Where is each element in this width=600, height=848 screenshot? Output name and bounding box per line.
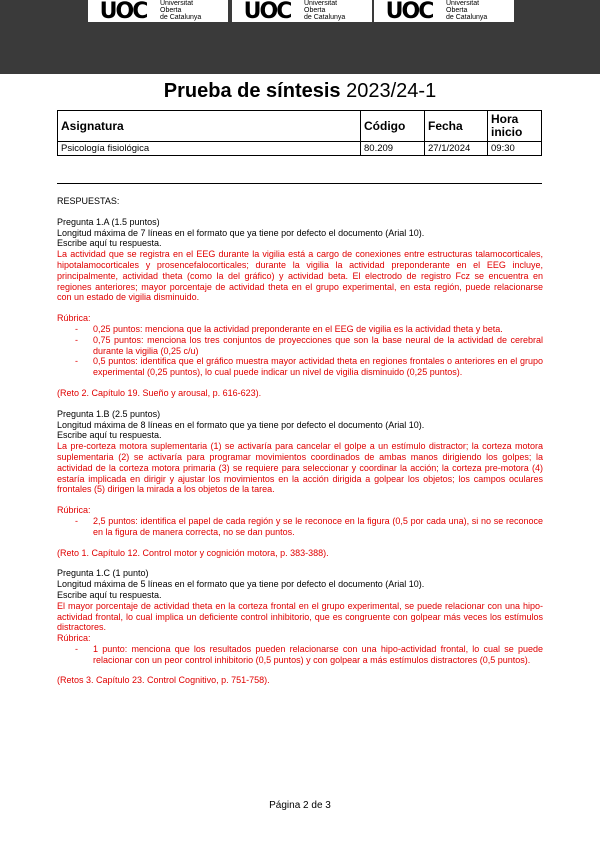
header-asignatura: Asignatura bbox=[58, 111, 361, 142]
page-title bbox=[0, 80, 600, 103]
rubric-list bbox=[57, 516, 543, 538]
question-reference: (Reto 2. Capítulo 19. Sueño y arousal, p. 616-623). bbox=[57, 387, 262, 398]
header-fecha: Fecha bbox=[425, 111, 488, 142]
rubric-text: 0,75 puntos: menciona los tres conjuntos de proyecciones que son la base neural de la actividad de cerebral durante la vigilia (0,25 c/u) bbox=[93, 334, 543, 356]
rubric-text: 1 punto: menciona que los resultados pueden relacionarse con una hipo-actividad frontal, lo cual se puede relacionar con un peor control inhibitorio (0,5 puntos) y con golpear a más estímulos distractores (0,5 puntos). bbox=[93, 643, 543, 665]
cell-codigo: 80.209 bbox=[361, 142, 425, 156]
rubric-list bbox=[57, 324, 543, 378]
rubric-label: Rúbrica: bbox=[57, 505, 91, 516]
question-prompt: Escribe aquí tu respuesta. bbox=[57, 430, 162, 441]
info-table-row bbox=[58, 142, 542, 156]
logo-line: de Catalunya bbox=[160, 14, 202, 21]
question-title: Pregunta 1.A (1.5 puntos) bbox=[57, 216, 160, 227]
rubric-label: Rúbrica: bbox=[57, 313, 91, 324]
header-hora-inicio: Hora inicio bbox=[488, 111, 542, 142]
logo-line: Oberta bbox=[160, 7, 182, 14]
uoc-logo-mark: UOC bbox=[374, 0, 444, 22]
divider bbox=[57, 183, 542, 184]
rubric-item: - 0,75 puntos: menciona los tres conjuntos de proyecciones que son la base neural de la actividad de cerebral durante la vigilia (0,25 c/u) bbox=[75, 334, 543, 356]
uoc-logo-text bbox=[158, 0, 228, 22]
header-codigo: Código bbox=[361, 111, 425, 142]
question-length: Longitud máxima de 5 líneas en el formato que ya tiene por defecto el documento (Arial 10). bbox=[57, 579, 425, 590]
cell-asignatura: Psicología fisiológica bbox=[58, 142, 361, 156]
uoc-logo-text bbox=[302, 0, 372, 22]
answers-section bbox=[57, 196, 543, 686]
question-answer: La pre-corteza motora suplementaria (1) se activaría para cancelar el golpe a un estímulo distractor; la corteza motora suplementaria (2) se activaría para programar movimientos coordinados de ambas manos dirigiendo los golpes; la actividad de la corteza motora primaria (3) se requiere para seleccionar y coordinar la acción; la corteza pre-motora (4) estaría implicada en dirigir y ajustar los movimientos en la acción dirigida a golpear los objetos; los campos oculares frontales (5) dirigen la mirada a los objetos de la tarea. bbox=[57, 441, 543, 495]
logo-line: de Catalunya bbox=[304, 14, 346, 21]
uoc-logo-text bbox=[444, 0, 514, 22]
question-title: Pregunta 1.C (1 punto) bbox=[57, 568, 149, 579]
uoc-logo bbox=[374, 0, 514, 22]
logo-line: Universitat bbox=[304, 0, 338, 7]
question-reference: (Retos 3. Capítulo 23. Control Cognitivo, p. 751-758). bbox=[57, 675, 270, 686]
cell-fecha: 27/1/2024 bbox=[425, 142, 488, 156]
logo-line: Universitat bbox=[446, 0, 480, 7]
uoc-logo-mark: UOC bbox=[232, 0, 302, 22]
cell-hora: 09:30 bbox=[488, 142, 542, 156]
rubric-label: Rúbrica: bbox=[57, 633, 91, 644]
question-length: Longitud máxima de 8 líneas en el formato que ya tiene por defecto el documento (Arial 10). bbox=[57, 419, 425, 430]
info-table-header-row bbox=[58, 111, 542, 142]
question-prompt: Escribe aquí tu respuesta. bbox=[57, 238, 162, 249]
question-title: Pregunta 1.B (2.5 puntos) bbox=[57, 408, 161, 419]
uoc-logo bbox=[232, 0, 372, 22]
rubric-item: - 1 punto: menciona que los resultados pueden relacionarse con una hipo-actividad frontal, lo cual se puede relacionar con un peor control inhibitorio (0,5 puntos) y con golpear a más estímulos distractores (0,5 puntos). bbox=[75, 643, 543, 665]
question-answer: El mayor porcentaje de actividad theta en la corteza frontal en el grupo experimental, se puede relacionar con una hipo-actividad frontal, lo cual implica un deficiente control inhibitorio, que es congruente con golpear más veces los estímulos distractores. bbox=[57, 600, 543, 633]
logo-line: de Catalunya bbox=[446, 14, 488, 21]
page-footer: Página 2 de 3 bbox=[269, 800, 331, 811]
uoc-logo bbox=[88, 0, 228, 22]
title-year: 2023/24-1 bbox=[346, 80, 437, 102]
rubric-text: 2,5 puntos: identifica el papel de cada región y se le reconoce en la figura (0,5 por cada una), si no se reconoce en la figura de manera correcta, no se dan puntos. bbox=[93, 515, 543, 537]
info-table bbox=[57, 110, 542, 156]
rubric-list bbox=[57, 644, 543, 666]
question-length: Longitud máxima de 7 líneas en el formato que ya tiene por defecto el documento (Arial 10). bbox=[57, 227, 425, 238]
logo-line: Oberta bbox=[446, 7, 468, 14]
rubric-text: 0,25 puntos: menciona que la actividad preponderante en el EEG de vigilia es la actividad theta y beta. bbox=[93, 323, 503, 334]
question-reference: (Reto 1. Capítulo 12. Control motor y cognición motora, p. 383-388). bbox=[57, 547, 329, 558]
logo-line: Oberta bbox=[304, 7, 326, 14]
title-main: Prueba de síntesis bbox=[163, 80, 341, 102]
respuestas-label: RESPUESTAS: bbox=[57, 196, 120, 206]
rubric-item: - 0,5 puntos: identifica que el gráfico muestra mayor actividad theta en regiones frontales o anteriores en el grupo experimental (0,25 puntos), lo cual puede indicar un nivel de vigilia disminuido (0,25 puntos). bbox=[75, 356, 543, 378]
rubric-text: 0,5 puntos: identifica que el gráfico muestra mayor actividad theta en regiones frontales o anteriores en el grupo experimental (0,25 puntos), lo cual puede indicar un nivel de vigilia disminuido (0,25 puntos). bbox=[93, 356, 543, 378]
question-answer: La actividad que se registra en el EEG durante la vigilia está a cargo de conexiones entre estructuras talamocorticales, hipotalamocorticales y prosencefalocorticales; durante la vigilia la actividad preponderante en el EEG incluye, principalmente, actividad theta (como la del gráfico) y actividad beta. El electrodo de registro Fcz se encuentra en regiones anteriores; mayor porcentaje de actividad theta en el grupo experimental, en esta región, puede relacionarse con un estado de vigilia disminuido. bbox=[57, 249, 543, 303]
rubric-item: - 0,25 puntos: menciona que la actividad preponderante en el EEG de vigilia es la actividad theta y beta. bbox=[75, 323, 503, 334]
uoc-logo-mark: UOC bbox=[88, 0, 158, 22]
header-band bbox=[0, 0, 600, 74]
question-prompt: Escribe aquí tu respuesta. bbox=[57, 589, 162, 600]
logo-line: Universitat bbox=[160, 0, 194, 7]
rubric-item: - 2,5 puntos: identifica el papel de cada región y se le reconoce en la figura (0,5 por cada una), si no se reconoce en la figura de manera correcta, no se dan puntos. bbox=[75, 515, 543, 537]
